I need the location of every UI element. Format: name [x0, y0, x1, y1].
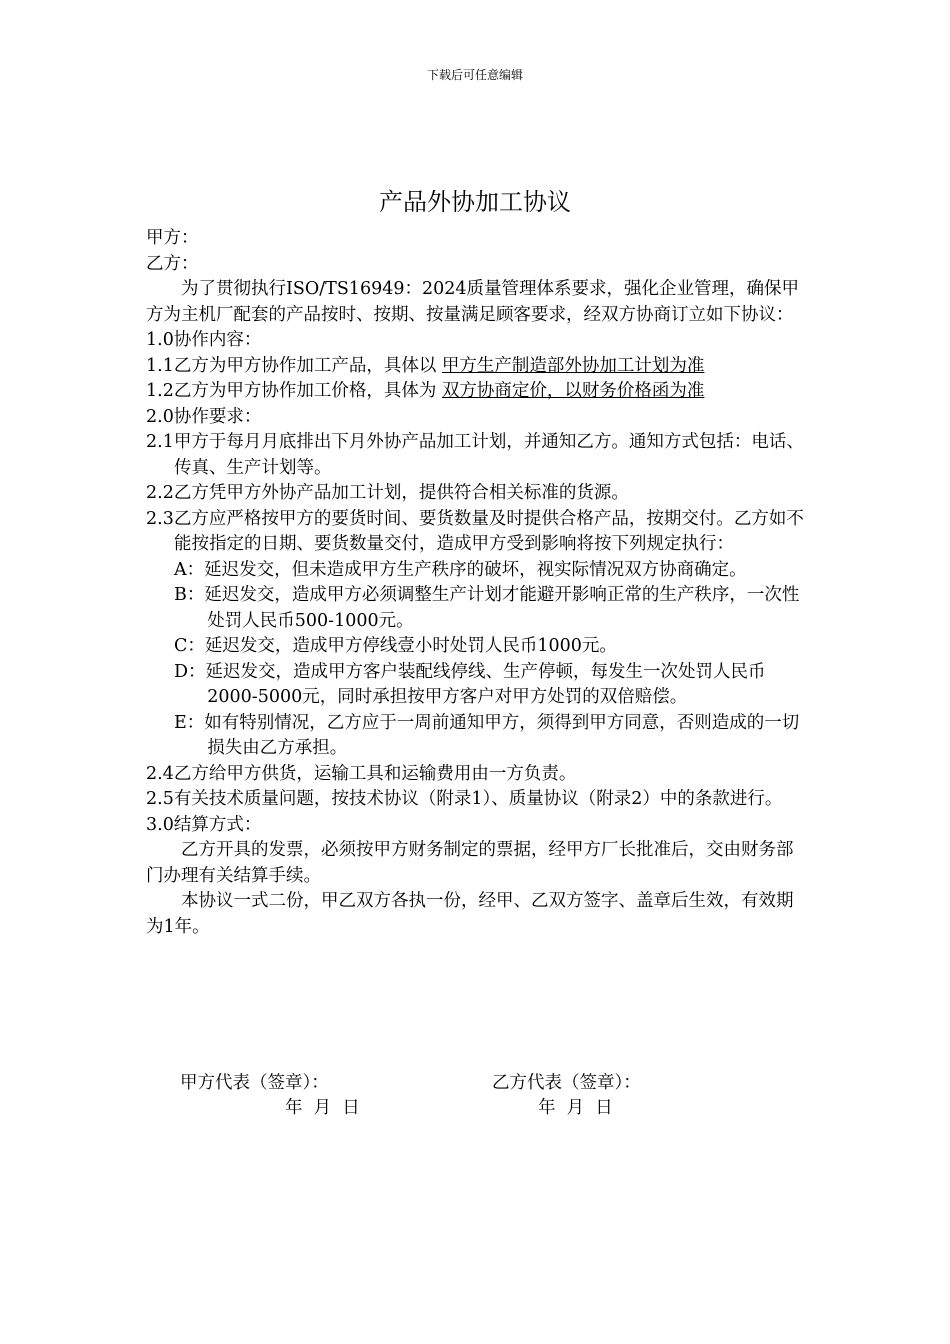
header-note: 下载后可任意编辑	[426, 68, 523, 82]
clause-2-3-c: C：延迟发交，造成甲方停线壹小时处罚人民币1000元。	[174, 636, 617, 656]
clause-2-2: 2.2乙方凭甲方外协产品加工计划，提供符合相关标准的货源。	[146, 483, 629, 503]
clause-1-2-text: 1.2乙方为甲方协作加工价格，具体为	[146, 381, 437, 401]
document-title: 产品外协加工协议	[379, 188, 571, 216]
closing-paragraph: 本协议一式二份，甲乙双方各执一份，经甲、乙双方签字、盖章后生效，有效期为1年。	[146, 891, 794, 937]
clause-1-1	[146, 354, 806, 380]
clause-1-2	[146, 379, 806, 405]
party-a-signature-label: 甲方代表（签章）：	[180, 1073, 329, 1093]
clause-1-1-underlined: 甲方生产制造部外协加工计划为准	[441, 355, 705, 376]
clause-2-3-b: B：延迟发交，造成甲方必须调整生产计划才能避开影响正常的生产秩序，一次性处罚人民币500-1000元。	[174, 585, 800, 631]
clause-2-3-e: E：如有特别情况，乙方应于一周前通知甲方，须得到甲方同意，否则造成的一切损失由乙方承担。	[174, 712, 800, 758]
party-b-date: 年 月 日	[538, 1098, 613, 1118]
intro-paragraph: 为了贯彻执行ISO/TS16949：2024质量管理体系要求，强化企业管理，确保甲方为主机厂配套的产品按时、按期、按量满足顾客要求，经双方协商订立如下协议：	[146, 279, 800, 325]
party-a-line: 甲方：	[146, 228, 199, 248]
clause-2-5: 2.5有关技术质量问题，按技术协议（附录1）、质量协议（附录2）中的条款进行。	[146, 789, 783, 809]
clause-2-1: 2.1甲方于每月月底排出下月外协产品加工计划，并通知乙方。通知方式包括：电话、传真、生产计划等。	[146, 432, 804, 478]
clause-2-3-d: D：延迟发交，造成甲方客户装配线停线、生产停顿，每发生一次处罚人民币2000-5000元，同时承担按甲方客户对甲方处罚的双倍赔偿。	[174, 661, 766, 707]
section-3-heading: 3.0结算方式：	[146, 814, 262, 835]
clause-2-4: 2.4乙方给甲方供货，运输工具和运输费用由一方负责。	[146, 763, 577, 784]
party-a-date: 年 月 日	[285, 1098, 360, 1118]
party-b-line: 乙方：	[146, 253, 199, 274]
agreement-body	[146, 226, 806, 940]
section-2-heading: 2.0协作要求：	[146, 406, 262, 427]
clause-1-2-underlined: 双方协商定价，以财务价格函为准	[441, 381, 705, 401]
party-b-signature-label: 乙方代表（签章）：	[492, 1073, 641, 1093]
clause-2-3-a: A：延迟发交，但未造成甲方生产秩序的破坏，视实际情况双方协商确定。	[174, 559, 747, 580]
section-1-heading: 1.0协作内容：	[146, 330, 262, 350]
clause-2-3: 2.3乙方应严格按甲方的要货时间、要货数量及时提供合格产品，按期交付。乙方如不能按指定的日期、要货数量交付，造成甲方受到影响将按下列规定执行：	[146, 508, 804, 554]
settlement-paragraph: 乙方开具的发票，必须按甲方财务制定的票据，经甲方厂长批准后，交由财务部门办理有关结算手续。	[146, 840, 794, 886]
clause-1-1-text: 1.1乙方为甲方协作加工产品，具体以	[146, 355, 437, 376]
